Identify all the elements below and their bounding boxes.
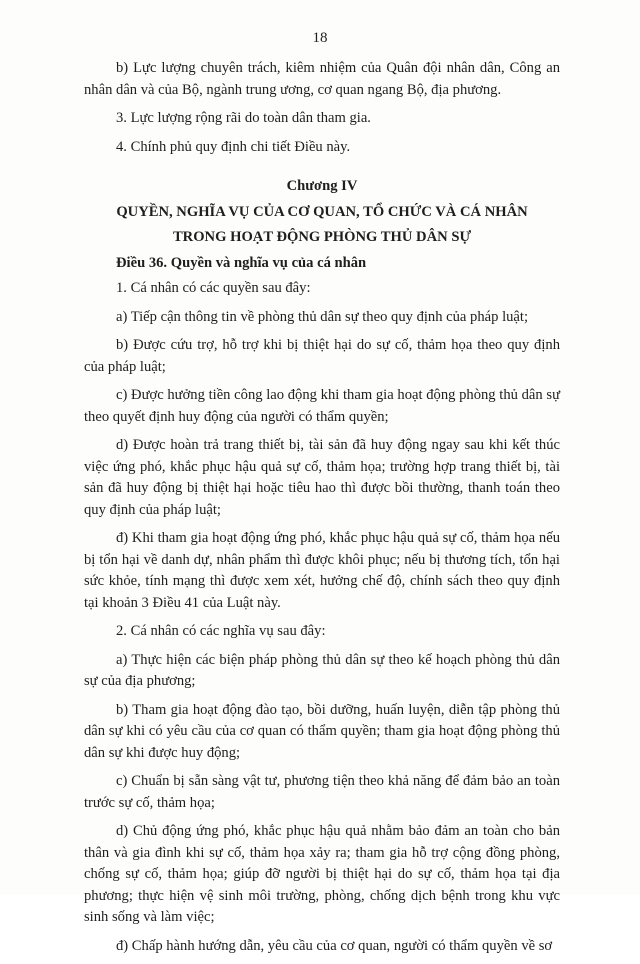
paragraph: b) Tham gia hoạt động đào tạo, bồi dưỡng, huấn luyện, diễn tập phòng thủ dân sự khi có yêu cầu của cơ quan có thẩm quyền; tham gia hoạt động phòng thủ dân sự khi được huy động; xyxy=(84,701,560,761)
chapter-title-line-1: QUYỀN, NGHĨA VỤ CỦA CƠ QUAN, TỔ CHỨC VÀ CÁ NHÂN xyxy=(116,204,528,220)
paragraph: 1. Cá nhân có các quyền sau đây: xyxy=(116,280,311,296)
paragraph: 3. Lực lượng rộng rãi do toàn dân tham gia. xyxy=(116,110,371,126)
chapter-title-line-2: TRONG HOẠT ĐỘNG PHÒNG THỦ DÂN SỰ xyxy=(172,229,472,245)
paragraph: c) Được hưởng tiền công lao động khi tham gia hoạt động phòng thủ dân sự theo quyết định huy động của người có thẩm quyền; xyxy=(84,387,560,425)
paragraph: 4. Chính phủ quy định chi tiết Điều này. xyxy=(116,138,351,155)
paragraph: đ) Khi tham gia hoạt động ứng phó, khắc phục hậu quả sự cố, thảm họa nếu bị tổn hại về danh dự, nhân phẩm thì được khôi phục; nếu bị thương tích, tổn hại sức khỏe, tính mạng thì được xem xét, hưởng chế độ, chính sách theo quy định tại khoản 3 Điều 41 của Luật này. xyxy=(84,530,560,611)
article-title: Điều 36. Quyền và nghĩa vụ của cá nhân xyxy=(116,255,367,271)
chapter-number: Chương IV xyxy=(286,178,358,194)
chapter-heading xyxy=(84,176,560,250)
paragraph: d) Chủ động ứng phó, khắc phục hậu quả nhằm bảo đảm an toàn cho bản thân và gia đình khi sự cố, thảm họa xảy ra; tham gia hỗ trợ cộng đồng phòng, chống sự cố, thảm họa; giúp đỡ người bị thiệt hại do sự cố, thảm họa tại địa phương; thực hiện vệ sinh môi trường, phòng, chống dịch bệnh trong khu vực sinh sống và làm việc; xyxy=(84,823,560,925)
paragraph: a) Thực hiện các biện pháp phòng thủ dân sự theo kế hoạch phòng thủ dân sự của địa phương; xyxy=(84,651,560,689)
paragraph: d) Được hoàn trả trang thiết bị, tài sản đã huy động ngay sau khi kết thúc việc ứng phó, khắc phục hậu quả sự cố, thảm họa; trường hợp trang thiết bị, tài sản đã huy động bị thiệt hại hoặc tiêu hao thì được bồi thường, thanh toán theo quy định của pháp luật; xyxy=(84,437,560,518)
document-body xyxy=(84,58,560,964)
page-number: 18 xyxy=(312,30,328,46)
paragraph: b) Lực lượng chuyên trách, kiêm nhiệm của Quân đội nhân dân, Công an nhân dân và của Bộ, ngành trung ương, cơ quan ngang Bộ, địa phương. xyxy=(84,60,560,98)
paragraph: b) Được cứu trợ, hỗ trợ khi bị thiệt hại do sự cố, thảm họa theo quy định của pháp luật; xyxy=(84,337,560,375)
paragraph: đ) Chấp hành hướng dẫn, yêu cầu của cơ quan, người có thẩm quyền về sơ xyxy=(116,937,553,954)
paragraph: c) Chuẩn bị sẵn sàng vật tư, phương tiện theo khả năng để đảm bảo an toàn trước sự cố, thảm họa; xyxy=(84,773,560,811)
paragraph: a) Tiếp cận thông tin về phòng thủ dân sự theo quy định của pháp luật; xyxy=(116,308,529,325)
paragraph: 2. Cá nhân có các nghĩa vụ sau đây: xyxy=(116,623,326,639)
